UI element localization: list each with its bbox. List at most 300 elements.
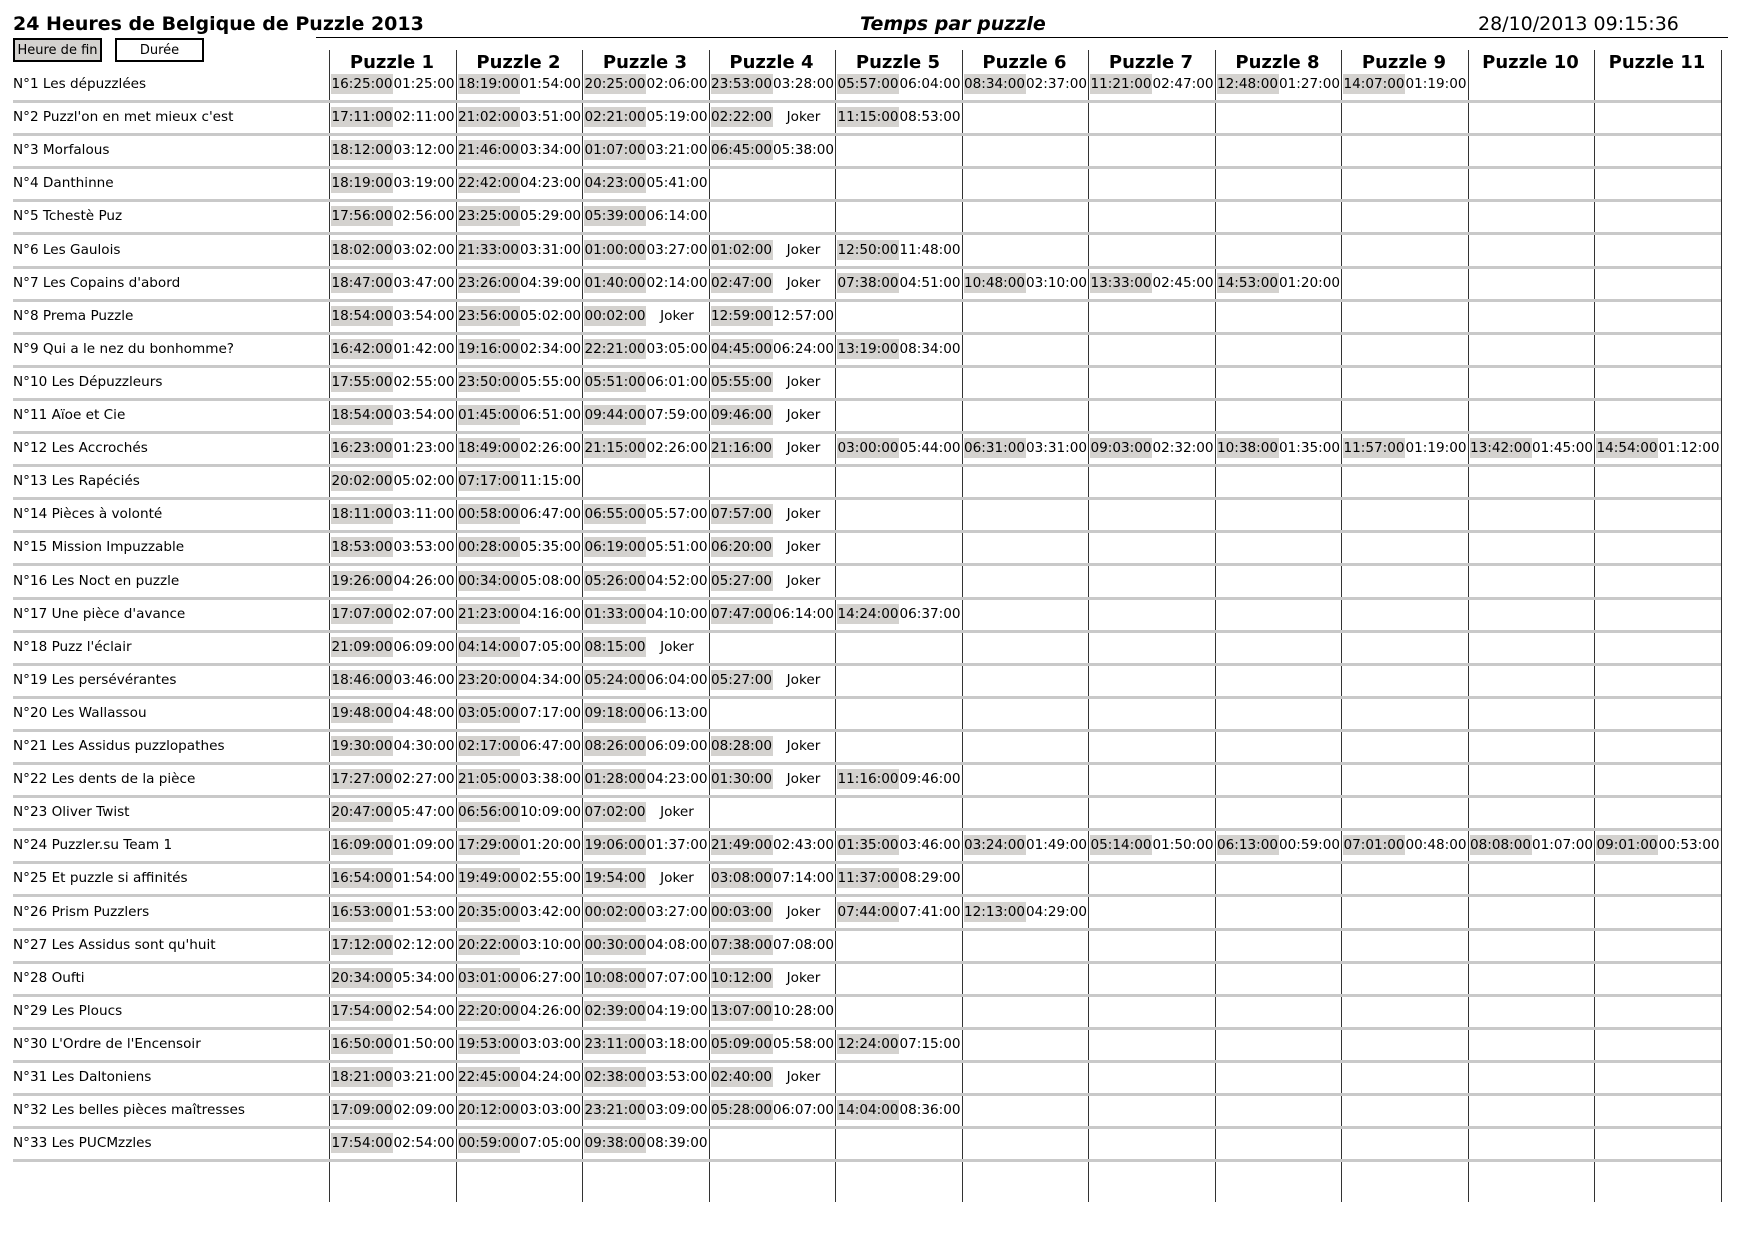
duration: 11:15:00 [519,473,582,490]
table-row [13,765,1721,798]
result-cell [456,902,582,922]
end-time: 01:35:00 [837,837,899,854]
end-time: 18:54:00 [331,307,393,324]
result-cell [456,372,582,392]
result-cell [456,703,582,723]
result-cell [709,339,835,359]
table-row [13,202,1721,235]
table-row [13,169,1721,202]
end-time: 16:42:00 [331,340,393,357]
table-row [13,1030,1721,1063]
duration: 03:38:00 [519,771,582,788]
duration: 04:48:00 [393,704,455,721]
duration: 03:11:00 [393,506,455,523]
report-subtitle: Temps par puzzle [860,13,1046,35]
result-cell [1088,835,1214,855]
duration: 01:42:00 [393,340,455,357]
end-time: 09:03:00 [1090,440,1152,457]
result-cell [456,537,582,557]
duration: 01:23:00 [393,440,455,457]
result-cell [582,173,708,193]
puzzle-column-header: Puzzle 8 [1235,52,1320,73]
end-time: 20:22:00 [457,936,520,953]
end-time: 00:02:00 [584,903,646,920]
end-time: 09:01:00 [1596,837,1658,854]
end-time: 08:28:00 [710,738,773,754]
table-row [13,401,1721,434]
result-cell [962,835,1088,855]
joker-label: Joker [786,903,821,920]
result-cell [709,935,835,955]
end-time: 02:38:00 [584,1069,646,1085]
end-time: 17:55:00 [331,373,393,390]
team-name: N°20 Les Wallassou [13,704,147,721]
duration: 04:24:00 [519,1069,582,1085]
result-cell [709,504,835,524]
duration: 04:16:00 [519,605,582,622]
result-cell [582,306,708,326]
duration: 05:02:00 [519,307,582,324]
duration: 06:01:00 [646,373,708,390]
end-time: 02:22:00 [710,109,773,126]
result-cell [1468,835,1594,855]
duration: 01:50:00 [393,1035,455,1052]
result-cell [709,670,835,690]
end-time: 14:53:00 [1216,274,1279,291]
result-cell [582,537,708,557]
result-cell [835,604,961,624]
result-cell [709,736,835,756]
end-time: 18:21:00 [331,1069,393,1085]
end-time: 22:21:00 [584,340,646,357]
duration: 03:03:00 [519,1035,582,1052]
duration: 00:59:00 [1278,837,1341,854]
result-cell [456,968,582,988]
team-name: N°15 Mission Impuzzable [13,539,185,556]
duration: 03:34:00 [519,142,582,159]
duration: 05:35:00 [519,539,582,556]
duration: 05:41:00 [646,175,708,192]
end-time: 19:48:00 [331,704,393,721]
end-time: 11:15:00 [837,109,899,126]
result-cell [329,1100,455,1120]
result-cell [835,74,961,94]
end-time: 17:29:00 [457,837,520,854]
end-time: 17:54:00 [331,1135,393,1152]
team-name: N°6 Les Gaulois [13,241,121,258]
team-name: N°32 Les belles pièces maîtresses [13,1102,245,1119]
duration: 02:45:00 [1152,274,1214,291]
end-time: 05:27:00 [710,671,773,688]
result-cell [582,1034,708,1054]
result-cell [1341,74,1467,94]
puzzle-column-header: Puzzle 9 [1361,52,1447,73]
duration: 01:53:00 [393,903,455,920]
end-time: 16:53:00 [331,903,393,920]
duration: 03:42:00 [519,903,582,920]
result-cell [962,902,1088,922]
duration: 01:07:00 [1531,837,1594,854]
result-cell [456,140,582,160]
table-row [13,1063,1721,1096]
end-time: 17:27:00 [331,771,393,788]
result-cell [329,1001,455,1021]
result-cell [329,140,455,160]
end-time: 13:42:00 [1469,440,1532,457]
result-cell [709,107,835,127]
team-name: N°5 Tchestè Puz [13,208,123,225]
result-cell [456,670,582,690]
team-name: N°28 Oufti [13,969,85,986]
team-name: N°1 Les dépuzzlées [13,76,147,92]
end-time: 21:49:00 [710,837,773,854]
table-row [13,600,1721,633]
end-time: 22:20:00 [457,1002,520,1019]
result-cell [329,74,455,94]
joker-label: Joker [786,274,821,291]
end-time: 08:08:00 [1469,837,1532,854]
end-time: 14:07:00 [1343,76,1405,92]
result-cell [456,1100,582,1120]
duration: 05:55:00 [519,373,582,390]
result-cell [456,74,582,94]
duration: 07:05:00 [519,638,582,655]
end-time: 00:34:00 [457,572,520,589]
result-cell [329,438,455,458]
end-time: 06:20:00 [710,539,773,556]
duration: 06:07:00 [772,1102,835,1119]
end-time: 07:17:00 [457,473,520,490]
team-name: N°18 Puzz l'éclair [13,638,132,655]
duration: 12:57:00 [772,307,835,324]
table-row [13,70,1721,103]
result-cell [582,206,708,226]
result-cell [456,339,582,359]
result-cell [709,537,835,557]
duration: 02:12:00 [393,936,455,953]
team-name: N°30 L'Ordre de l'Encensoir [13,1035,201,1052]
duration: 04:29:00 [1025,903,1088,920]
table-row [13,533,1721,566]
result-cell [456,1067,582,1087]
end-time: 23:21:00 [584,1102,646,1119]
table-row [13,269,1721,302]
result-cell [456,1034,582,1054]
duration: 06:04:00 [646,671,708,688]
end-time: 10:12:00 [710,969,773,986]
duration: 05:19:00 [646,109,708,126]
result-cell [329,372,455,392]
team-name: N°24 Puzzler.su Team 1 [13,837,173,854]
end-time: 20:02:00 [331,473,393,490]
result-cell [582,670,708,690]
end-time: 21:33:00 [457,241,520,258]
result-cell [456,306,582,326]
result-cell [329,537,455,557]
result-cell [329,273,455,293]
table-row [13,898,1721,931]
duration: 06:14:00 [646,208,708,225]
result-cell [456,240,582,260]
result-cell [329,736,455,756]
result-cell [329,107,455,127]
puzzle-column-header: Puzzle 6 [982,52,1067,73]
duration: 04:51:00 [899,274,961,291]
end-time: 10:48:00 [963,274,1026,291]
result-cell [329,835,455,855]
duration: 03:27:00 [646,241,708,258]
result-cell [709,140,835,160]
duration: 01:35:00 [1278,440,1341,457]
end-time: 13:07:00 [710,1002,773,1019]
end-time: 21:09:00 [331,638,393,655]
table-row [13,500,1721,533]
result-cell [582,1067,708,1087]
result-cell [709,1100,835,1120]
legend-heure-de-fin: Heure de fin [13,38,102,62]
end-time: 13:19:00 [837,340,899,357]
end-time: 11:21:00 [1090,76,1152,92]
duration: 01:12:00 [1658,440,1720,457]
duration: 01:19:00 [1405,440,1467,457]
duration: 01:19:00 [1405,76,1467,92]
duration: 09:46:00 [899,771,961,788]
result-cell [582,74,708,94]
result-cell [582,1001,708,1021]
end-time: 21:16:00 [710,440,773,457]
end-time: 16:54:00 [331,870,393,887]
table-row [13,136,1721,169]
duration: 05:02:00 [393,473,455,490]
result-cell [329,968,455,988]
result-cell [582,802,708,822]
result-cell [329,405,455,425]
end-time: 23:53:00 [710,76,773,92]
end-time: 01:40:00 [584,274,646,291]
end-time: 18:02:00 [331,241,393,258]
end-time: 11:57:00 [1343,440,1405,457]
team-name: N°11 Aïoe et Cie [13,407,126,423]
end-time: 18:12:00 [331,142,393,159]
end-time: 09:44:00 [584,407,646,423]
end-time: 21:05:00 [457,771,520,788]
end-time: 20:25:00 [584,76,646,92]
table-row [13,633,1721,666]
end-time: 07:38:00 [710,936,773,953]
result-cell [835,868,961,888]
result-cell [456,604,582,624]
table-row [13,302,1721,335]
table-row [13,666,1721,699]
result-cell [456,471,582,491]
result-cell [329,206,455,226]
end-time: 01:00:00 [584,241,646,258]
result-cell [329,769,455,789]
duration: 04:26:00 [519,1002,582,1019]
duration: 08:39:00 [646,1135,708,1152]
end-time: 07:57:00 [710,506,773,523]
end-time: 05:24:00 [584,671,646,688]
duration: 03:21:00 [646,142,708,159]
end-time: 02:47:00 [710,274,773,291]
result-cell [1088,273,1214,293]
result-cell [582,1100,708,1120]
end-time: 10:38:00 [1216,440,1279,457]
result-cell [582,438,708,458]
legend-duree: Durée [115,38,204,62]
team-name: N°26 Prism Puzzlers [13,903,150,920]
duration: 03:31:00 [519,241,582,258]
duration: 03:53:00 [646,1069,708,1085]
joker-label: Joker [660,307,694,324]
table-row [13,368,1721,401]
joker-label: Joker [786,109,821,126]
end-time: 19:26:00 [331,572,393,589]
end-time: 19:16:00 [457,340,520,357]
table-row [13,1129,1721,1162]
end-time: 05:09:00 [710,1035,773,1052]
table-row [13,931,1721,964]
result-cell [456,835,582,855]
result-cell [582,571,708,591]
result-cell [329,1067,455,1087]
table-row [13,1096,1721,1129]
end-time: 03:24:00 [963,837,1026,854]
result-cell [709,604,835,624]
team-name: N°14 Pièces à volonté [13,506,163,523]
team-name: N°13 Les Rapéciés [13,473,140,490]
team-name: N°22 Les dents de la pièce [13,771,196,788]
team-name: N°9 Qui a le nez du bonhomme? [13,340,235,357]
result-cell [709,273,835,293]
end-time: 05:26:00 [584,572,646,589]
result-cell [1215,74,1341,94]
table-row [13,699,1721,732]
duration: 02:37:00 [1025,76,1088,92]
joker-label: Joker [786,241,821,258]
duration: 02:55:00 [393,373,455,390]
result-cell [962,74,1088,94]
end-time: 05:57:00 [837,76,899,92]
duration: 03:46:00 [393,671,455,688]
end-time: 21:02:00 [457,109,520,126]
report-header [0,0,1754,40]
end-time: 17:07:00 [331,605,393,622]
result-cell [456,769,582,789]
team-name: N°33 Les PUCMzzles [13,1135,152,1152]
duration: 03:54:00 [393,407,455,423]
end-time: 18:11:00 [331,506,393,523]
result-cell [582,405,708,425]
duration: 10:09:00 [519,804,582,821]
end-time: 08:34:00 [963,76,1026,92]
result-cell [582,637,708,657]
end-time: 02:40:00 [710,1069,773,1085]
duration: 02:56:00 [393,208,455,225]
duration: 04:39:00 [519,274,582,291]
team-name: N°3 Morfalous [13,142,110,159]
result-cell [456,1001,582,1021]
result-cell [329,240,455,260]
joker-label: Joker [660,870,694,887]
end-time: 01:30:00 [710,771,773,788]
result-cell [456,868,582,888]
duration: 03:21:00 [393,1069,455,1085]
end-time: 03:01:00 [457,969,520,986]
duration: 03:05:00 [646,340,708,357]
duration: 03:47:00 [393,274,455,291]
result-cell [456,571,582,591]
row-separator [13,1159,1721,1162]
end-time: 06:13:00 [1216,837,1279,854]
end-time: 14:24:00 [837,605,899,622]
result-cell [709,1067,835,1087]
end-time: 07:01:00 [1343,837,1405,854]
end-time: 02:21:00 [584,109,646,126]
result-cell [329,306,455,326]
result-cell [709,372,835,392]
result-cell [582,504,708,524]
end-time: 21:23:00 [457,605,520,622]
end-time: 23:25:00 [457,208,520,225]
end-time: 23:50:00 [457,373,520,390]
result-cell [709,868,835,888]
duration: 04:30:00 [393,738,455,754]
duration: 02:09:00 [393,1102,455,1119]
duration: 06:09:00 [646,738,708,754]
result-cell [835,438,961,458]
team-name: N°16 Les Noct en puzzle [13,572,180,589]
result-cell [709,405,835,425]
joker-label: Joker [786,969,821,986]
end-time: 18:54:00 [331,407,393,423]
joker-label: Joker [660,804,694,821]
result-cell [582,835,708,855]
duration: 03:54:00 [393,307,455,324]
result-cell [329,504,455,524]
result-cell [1215,835,1341,855]
team-name: N°31 Les Daltoniens [13,1069,152,1085]
duration: 01:20:00 [1278,274,1341,291]
end-time: 23:20:00 [457,671,520,688]
result-cell [456,935,582,955]
duration: 07:05:00 [519,1135,582,1152]
result-cell [329,902,455,922]
duration: 03:31:00 [1025,440,1088,457]
result-cell [456,802,582,822]
end-time: 14:54:00 [1596,440,1658,457]
duration: 02:26:00 [646,440,708,457]
duration: 05:58:00 [772,1035,835,1052]
joker-label: Joker [786,373,821,390]
end-time: 18:19:00 [457,76,520,92]
team-name: N°7 Les Copains d'abord [13,274,181,291]
joker-label: Joker [786,407,821,423]
table-row [13,467,1721,500]
result-cell [709,571,835,591]
duration: 05:57:00 [646,506,708,523]
duration: 03:02:00 [393,241,455,258]
end-time: 08:26:00 [584,738,646,754]
end-time: 17:54:00 [331,1002,393,1019]
duration: 11:48:00 [899,241,961,258]
end-time: 16:09:00 [331,837,393,854]
end-time: 12:48:00 [1216,76,1279,92]
duration: 08:36:00 [899,1102,961,1119]
result-cell [582,902,708,922]
table-row [13,236,1721,269]
duration: 07:07:00 [646,969,708,986]
